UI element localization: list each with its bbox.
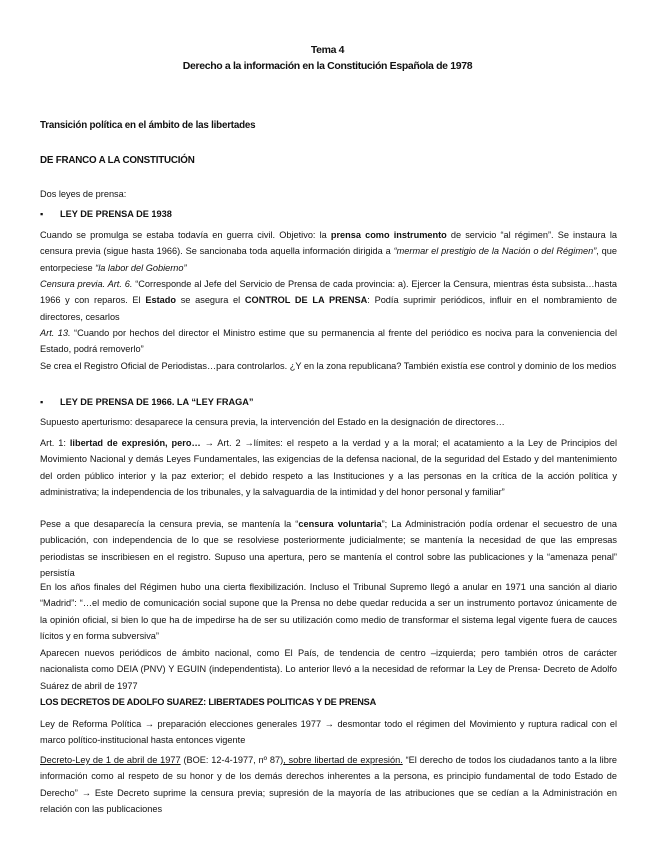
law2-paragraph-3: Pese a que desaparecía la censura previa, se mantenía la “censura voluntaria”; La Administración podía ordenar el secuestro de una publicación, con independencia de lo que se resolviese posteriormente judicialmente; se mantenía la necesidad de que las empresas periodistas se inscribiesen en el registro. Supuso una apertura, pero se mantenía el control sobre las publicaciones y la “amenaza penal” persistía: [40, 519, 618, 579]
bullet-icon: ▪: [40, 397, 44, 407]
law1-heading: [40, 206, 172, 222]
doc-title-line2: Derecho a la información en la Constitución Española de 1978: [182, 60, 473, 72]
law2-paragraph-1: Supuesto aperturismo: desaparece la censura previa, la intervención del Estado en la designación de directores…: [40, 417, 505, 427]
law1-paragraph-2: Censura previa. Art. 6. “Corresponde al Jefe del Servicio de Prensa de cada provincia: a). Ejercer la Censura, mientras ésta subsista…hasta 1966 y con reparos. El Estado se asegura el CONTROL DE LA PRENSA: Podía suprimir periódicos, influir en el nombramiento de directores, cesarlos: [40, 279, 618, 322]
law1-paragraph-1: Cuando se promulga se estaba todavía en guerra civil. Objetivo: la prensa como instrumento de servicio “al régimen”. Se instaura la censura previa (sigue hasta 1966). Se sancionaba toda aquella información dirigida a “mermar el prestigio de la Nación o del Régimen”, que entorpeciese “la labor del Gobierno”: [40, 230, 618, 273]
law2-heading: [40, 394, 254, 410]
intro-text: Dos leyes de prensa:: [40, 189, 127, 199]
section-heading: Transición política en el ámbito de las libertades: [40, 120, 256, 131]
doc-title-line1: Tema 4: [310, 44, 345, 56]
law2-paragraph-5: Aparecen nuevos periódicos de ámbito nacional, como El País, de tendencia de centro –izquierda; pero también otros de carácter nacionalista como DEIA (PNV) Y EGUIN (independentista). Lo anterior llevó a la necesidad de reformar la Ley de Prensa- Decreto de Adolfo Suárez de abril de 1977: [40, 648, 617, 691]
law1-heading-text: LEY DE PRENSA DE 1938: [60, 209, 172, 219]
law2-paragraph-4: En los años finales del Régimen hubo una cierta flexibilización. Incluso el Tribunal Supremo llegó a anular en 1971 una sanción al diario “Madrid”: “…el medio de comunicación social supone que la Prensa no debe quedar reducida a ser un instrumento portavoz únicamente de la opinión oficial, si bien lo que ha de impedirse ha de ser su utilización como medio de transformar el sistema legal vigente fuera de cauces lícitos y en forma subversiva”: [40, 582, 617, 642]
law2-paragraph-2: Art. 1: libertad de expresión, pero… → Art. 2 →límites: el respeto a la verdad y a la moral; el acatamiento a la Ley de Principios del Movimiento Nacional y demás Leyes Fundamentales, las exigencias de la defensa nacional, de la seguridad del Estado y del mantenimiento del orden público interior y la paz exterior; el debido respeto a las Instituciones y a las personas en la crítica de la acción política y administrativa; la independencia de los tribunales, y la salvaguardia de la intimidad y del honor personal y familiar”: [40, 438, 617, 498]
subheading: DE FRANCO A LA CONSTITUCIÓN: [40, 155, 195, 166]
law1-paragraph-4: Se crea el Registro Oficial de Periodistas…para controlarlos. ¿Y en la zona republicana? También existía ese control y dominio de los medios: [40, 361, 617, 371]
law1-paragraph-3: Art. 13. “Cuando por hechos del director el Ministro estime que su permanencia al frente del periódico es nociva para la conveniencia del Estado, podrá removerlo”: [40, 328, 617, 355]
decrees-heading: LOS DECRETOS DE ADOLFO SUAREZ: LIBERTADES POLITICAS Y DE PRENSA: [40, 697, 377, 707]
decrees-paragraph-1: Ley de Reforma Política → preparación elecciones generales 1977 → desmontar todo el régimen del Movimiento y ruptura radical con el marco político-institucional hasta entonces vigente: [40, 719, 617, 746]
decrees-paragraph-2: Decreto-Ley de 1 de abril de 1977 (BOE: 12-4-1977, nº 87), sobre libertad de expresión. “El derecho de todos los ciudadanos tanto a la libre información como al respeto de su honor y de los demás derechos inherentes a la persona, es principio fundamental de todo Estado de Derecho” → Este Decreto suprime la censura previa; supresión de la mayoría de las atribuciones que se cedían a la Administración en relación con las publicaciones: [40, 755, 617, 815]
bullet-icon: ▪: [40, 209, 44, 219]
law2-heading-text: LEY DE PRENSA DE 1966. LA “LEY FRAGA”: [60, 397, 254, 407]
